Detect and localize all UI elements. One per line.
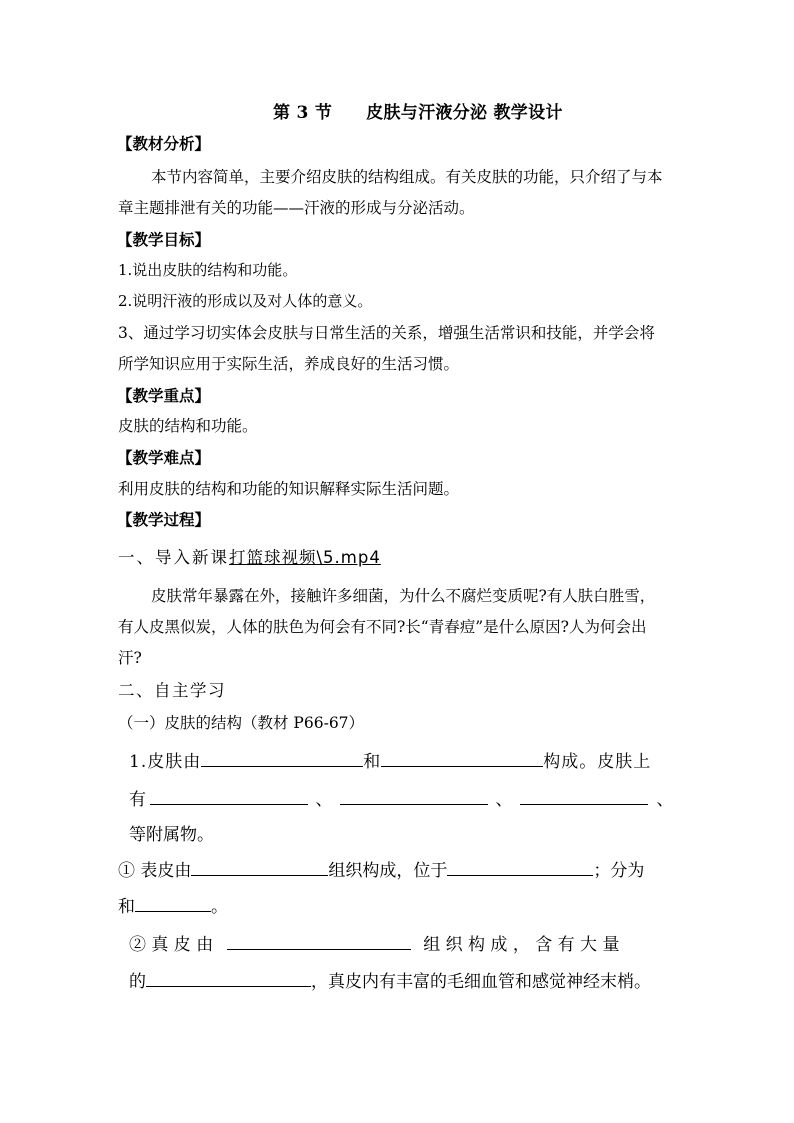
subsection-skin-structure: （一）皮肤的结构（教材 P66-67） (118, 714, 365, 732)
goal-2: 2.说明汗液的形成以及对人体的意义。 (118, 292, 373, 310)
analysis-line-1: 本节内容简单，主要介绍皮肤的结构组成。有关皮肤的功能，只介绍了与本 (151, 168, 663, 186)
question-2-line-1: ① 表皮由 组织构成，位于 ；分为 (118, 861, 645, 881)
intro-line-3: 汗? (118, 649, 142, 667)
question-1-line-1: 1.皮肤由 和 构成。皮肤上 (129, 752, 652, 772)
blank-10[interactable] (146, 972, 311, 987)
difficulty-text: 利用皮肤的结构和功能的知识解释实际生活问题。 (118, 480, 460, 498)
section-number: 第 3 节 (273, 103, 333, 123)
video-link[interactable]: 打篮球视频\5.mp4 (229, 548, 381, 567)
blank-9[interactable] (227, 935, 411, 950)
blank-6[interactable] (191, 861, 328, 876)
blank-8[interactable] (135, 897, 211, 912)
blank-5[interactable] (520, 790, 648, 805)
step-2-self-study: 二、自主学习 (118, 681, 226, 700)
heading-key-points: 【教学重点】 (117, 386, 211, 405)
heading-analysis: 【教材分析】 (117, 134, 211, 153)
heading-goals: 【教学目标】 (117, 230, 211, 249)
question-2-line-2: 和 。 (118, 897, 228, 917)
blank-1[interactable] (201, 752, 363, 767)
question-3-line-1: ② 真 皮 由 组 织 构 成 ， 含 有 大 量 (129, 935, 620, 955)
blank-7[interactable] (447, 861, 593, 876)
question-1-line-2: 有 、 、 、 (129, 790, 674, 810)
goal-3-line-1: 3、通过学习切实体会皮肤与日常生活的关系，增强生活常识和技能，并学会将 (118, 324, 655, 342)
heading-difficulty: 【教学难点】 (117, 448, 211, 467)
blank-4[interactable] (340, 790, 488, 805)
question-3-line-2: 的 ，真皮内有丰富的毛细血管和感觉神经末梢。 (129, 972, 651, 992)
blank-3[interactable] (150, 790, 308, 805)
heading-process: 【教学过程】 (117, 510, 211, 529)
key-points-text: 皮肤的结构和功能。 (118, 417, 258, 435)
goal-3-line-2: 所学知识应用于实际生活，养成良好的生活习惯。 (118, 355, 460, 373)
step-1-intro (118, 544, 381, 568)
page-title (273, 98, 563, 123)
step-1-label: 一、导入新课 (118, 548, 229, 567)
question-1-line-3: 等附属物。 (129, 825, 214, 845)
goal-1: 1.说出皮肤的结构和功能。 (118, 261, 298, 279)
intro-line-1: 皮肤常年暴露在外，接触许多细菌，为什么不腐烂变质呢?有人肤白胜雪， (151, 587, 656, 605)
intro-line-2: 有人皮黑似炭，人体的肤色为何会有不同?长“青春痘”是什么原因?人为何会出 (118, 618, 647, 636)
blank-2[interactable] (381, 752, 543, 767)
analysis-line-2: 章主题排泄有关的功能——汗液的形成与分泌活动。 (118, 199, 475, 217)
section-name: 皮肤与汗液分泌 教学设计 (366, 103, 563, 123)
